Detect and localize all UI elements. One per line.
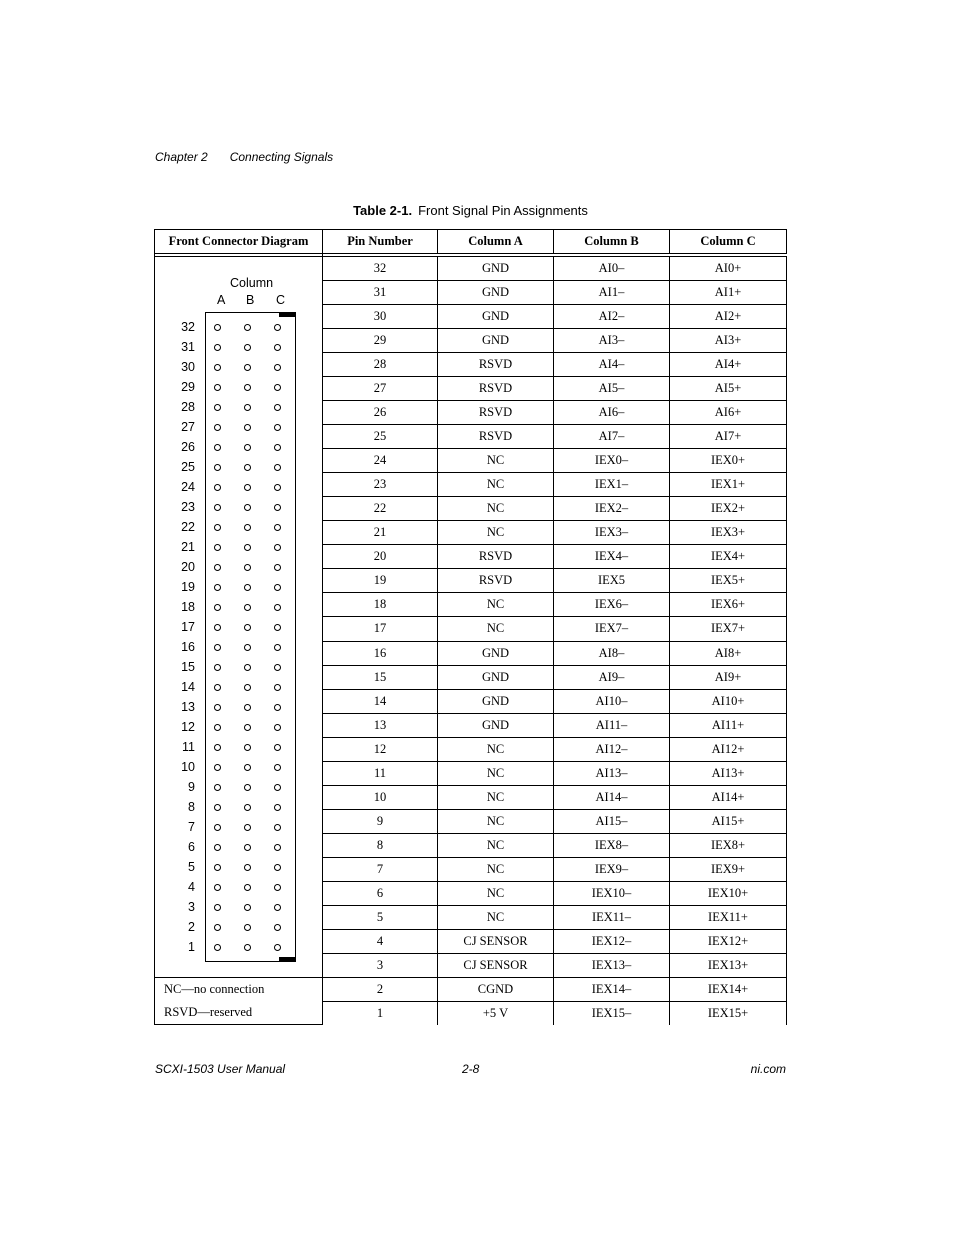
cell-column-c: IEX9+ [670,857,787,881]
cell-column-c: AI10+ [670,689,787,713]
cell-column-a: NC [438,737,554,761]
pin-hole-icon [274,604,281,611]
diagram-row-number: 25 [181,460,195,474]
cell-column-c: AI5+ [670,377,787,401]
cell-column-b: AI13– [554,761,670,785]
diagram-column-label: A [217,293,226,307]
diagram-row-number: 7 [188,820,195,834]
cell-column-c: IEX7+ [670,617,787,641]
pin-hole-icon [274,584,281,591]
cell-pin-number: 1 [323,1001,438,1025]
pin-hole-icon [214,804,221,811]
diagram-row-number: 17 [181,620,195,634]
legend-note-nc: NC—no connection [155,978,323,1002]
header-column-c: Column C [670,230,787,254]
cell-column-a: GND [438,641,554,665]
pin-hole-icon [214,364,221,371]
cell-pin-number: 10 [323,785,438,809]
cell-column-a: RSVD [438,401,554,425]
cell-column-c: IEX15+ [670,1001,787,1025]
pin-hole-icon [244,944,251,951]
cell-pin-number: 22 [323,497,438,521]
pin-hole-icon [274,624,281,631]
cell-column-a: GND [438,257,554,281]
diagram-row-number: 13 [181,700,195,714]
diagram-column-label: B [246,293,255,307]
table-row [155,978,787,1002]
cell-pin-number: 9 [323,809,438,833]
pin-hole-icon [214,564,221,571]
pin-hole-icon [214,744,221,751]
cell-column-c: IEX10+ [670,881,787,905]
cell-pin-number: 20 [323,545,438,569]
pin-hole-icon [244,404,251,411]
table-header-row [155,230,787,254]
cell-column-c: IEX13+ [670,953,787,977]
cell-column-c: IEX5+ [670,569,787,593]
cell-column-c: IEX4+ [670,545,787,569]
cell-column-a: NC [438,449,554,473]
cell-pin-number: 32 [323,257,438,281]
cell-column-b: IEX3– [554,521,670,545]
cell-pin-number: 25 [323,425,438,449]
cell-column-b: IEX10– [554,881,670,905]
cell-pin-number: 7 [323,857,438,881]
diagram-row-number: 3 [188,900,195,914]
cell-column-c: IEX1+ [670,473,787,497]
cell-column-b: IEX5 [554,569,670,593]
pin-hole-icon [214,884,221,891]
section-label: Connecting Signals [229,150,334,164]
cell-column-a: NC [438,881,554,905]
cell-column-b: AI6– [554,401,670,425]
pin-assignment-table [154,229,787,1025]
diagram-row-number: 9 [188,780,195,794]
pin-hole-icon [214,684,221,691]
pin-hole-icon [214,784,221,791]
cell-column-c: AI1+ [670,281,787,305]
pin-hole-icon [214,584,221,591]
pin-hole-icon [274,744,281,751]
diagram-row-number: 5 [188,860,195,874]
pin-hole-icon [214,384,221,391]
pin-hole-icon [214,344,221,351]
pin-hole-icon [214,624,221,631]
cell-column-a: CJ SENSOR [438,929,554,953]
pin-hole-icon [244,464,251,471]
diagram-row-number: 1 [188,940,195,954]
pin-hole-icon [244,884,251,891]
cell-column-c: IEX8+ [670,833,787,857]
cell-column-a: GND [438,305,554,329]
pin-hole-icon [274,524,281,531]
running-header [155,150,333,164]
connector-key-bottom [279,957,296,962]
diagram-row-number: 26 [181,440,195,454]
cell-column-b: AI7– [554,425,670,449]
cell-column-b: IEX14– [554,978,670,1002]
cell-column-b: IEX13– [554,953,670,977]
diagram-row-number: 19 [181,580,195,594]
pin-hole-icon [274,384,281,391]
pin-hole-icon [214,324,221,331]
pin-hole-icon [274,544,281,551]
cell-column-a: RSVD [438,353,554,377]
cell-pin-number: 13 [323,713,438,737]
pin-hole-icon [244,364,251,371]
pin-hole-icon [274,924,281,931]
pin-hole-icon [274,804,281,811]
cell-pin-number: 23 [323,473,438,497]
cell-column-b: IEX7– [554,617,670,641]
pin-hole-icon [244,724,251,731]
diagram-row-number: 8 [188,800,195,814]
pin-hole-icon [244,604,251,611]
cell-column-c: AI2+ [670,305,787,329]
diagram-row-number: 11 [182,740,195,754]
cell-pin-number: 2 [323,978,438,1002]
pin-hole-icon [244,844,251,851]
pin-hole-icon [244,424,251,431]
pin-hole-icon [214,504,221,511]
cell-column-b: IEX6– [554,593,670,617]
cell-column-b: AI4– [554,353,670,377]
pin-hole-icon [244,444,251,451]
pin-hole-icon [274,324,281,331]
pin-hole-icon [274,424,281,431]
diagram-row-number: 10 [181,760,195,774]
cell-column-a: NC [438,497,554,521]
cell-pin-number: 26 [323,401,438,425]
pin-hole-icon [244,904,251,911]
diagram-row-number: 12 [181,720,195,734]
header-column-a: Column A [438,230,554,254]
cell-pin-number: 3 [323,953,438,977]
header-front-connector: Front Connector Diagram [155,230,323,254]
pin-hole-icon [274,784,281,791]
cell-column-a: NC [438,761,554,785]
diagram-row-number: 27 [181,420,195,434]
cell-column-a: NC [438,833,554,857]
front-connector-diagram-cell [155,257,323,978]
cell-pin-number: 29 [323,329,438,353]
cell-pin-number: 12 [323,737,438,761]
cell-column-b: IEX11– [554,905,670,929]
pin-hole-icon [214,924,221,931]
table-row [155,1001,787,1025]
cell-column-b: IEX0– [554,449,670,473]
cell-column-a: CGND [438,978,554,1002]
pin-hole-icon [274,704,281,711]
pin-hole-icon [214,764,221,771]
diagram-row-number: 16 [181,640,195,654]
cell-column-a: RSVD [438,377,554,401]
diagram-row-number: 20 [181,560,195,574]
cell-column-b: AI2– [554,305,670,329]
pin-hole-icon [274,864,281,871]
cell-column-c: AI12+ [670,737,787,761]
cell-pin-number: 19 [323,569,438,593]
pin-hole-icon [274,344,281,351]
pin-hole-icon [214,464,221,471]
footer-manual-title: SCXI-1503 User Manual [155,1062,286,1076]
pin-hole-icon [244,324,251,331]
pin-hole-icon [274,484,281,491]
pin-hole-icon [214,604,221,611]
cell-pin-number: 27 [323,377,438,401]
cell-column-c: AI7+ [670,425,787,449]
cell-column-a: NC [438,809,554,833]
cell-column-c: AI4+ [670,353,787,377]
caption-title: Front Signal Pin Assignments [418,203,588,218]
pin-hole-icon [274,644,281,651]
pin-hole-icon [244,344,251,351]
cell-column-a: NC [438,473,554,497]
cell-column-b: AI5– [554,377,670,401]
pin-hole-icon [214,544,221,551]
cell-column-a: NC [438,857,554,881]
cell-column-a: GND [438,689,554,713]
pin-hole-icon [274,904,281,911]
pin-hole-icon [244,704,251,711]
pin-hole-icon [244,804,251,811]
pin-hole-icon [214,724,221,731]
pin-hole-icon [244,544,251,551]
pin-hole-icon [244,664,251,671]
chapter-label: Chapter 2 [155,150,208,164]
pin-hole-icon [274,724,281,731]
pin-hole-icon [214,524,221,531]
pin-hole-icon [244,864,251,871]
cell-column-b: AI12– [554,737,670,761]
cell-pin-number: 11 [323,761,438,785]
table-row [155,257,787,281]
pin-hole-icon [244,564,251,571]
cell-column-c: IEX14+ [670,978,787,1002]
cell-column-a: NC [438,617,554,641]
caption-label: Table 2-1. [353,203,413,218]
pin-hole-icon [274,684,281,691]
cell-column-a: GND [438,329,554,353]
pin-hole-icon [274,444,281,451]
pin-hole-icon [214,904,221,911]
cell-column-a: NC [438,521,554,545]
cell-column-b: AI3– [554,329,670,353]
pin-hole-icon [244,584,251,591]
cell-column-c: AI3+ [670,329,787,353]
cell-column-b: IEX12– [554,929,670,953]
pin-hole-icon [244,744,251,751]
cell-column-c: AI8+ [670,641,787,665]
cell-column-c: IEX12+ [670,929,787,953]
pin-hole-icon [214,444,221,451]
cell-column-c: AI6+ [670,401,787,425]
pin-hole-icon [214,944,221,951]
diagram-row-number: 23 [181,500,195,514]
diagram-row-number: 18 [181,600,195,614]
cell-pin-number: 17 [323,617,438,641]
pin-hole-icon [244,484,251,491]
cell-column-b: IEX8– [554,833,670,857]
cell-column-a: NC [438,905,554,929]
cell-column-b: AI15– [554,809,670,833]
pin-hole-icon [244,924,251,931]
cell-column-b: IEX9– [554,857,670,881]
diagram-row-number: 24 [181,480,195,494]
diagram-row-number: 28 [181,400,195,414]
cell-pin-number: 28 [323,353,438,377]
cell-pin-number: 14 [323,689,438,713]
pin-hole-icon [214,424,221,431]
pin-hole-icon [214,664,221,671]
pin-hole-icon [214,824,221,831]
pin-hole-icon [214,704,221,711]
cell-column-a: GND [438,665,554,689]
cell-pin-number: 18 [323,593,438,617]
cell-pin-number: 24 [323,449,438,473]
diagram-row-number: 2 [188,920,195,934]
cell-column-b: AI0– [554,257,670,281]
pin-hole-icon [274,504,281,511]
cell-column-b: AI9– [554,665,670,689]
cell-column-c: AI0+ [670,257,787,281]
cell-column-c: AI9+ [670,665,787,689]
cell-pin-number: 6 [323,881,438,905]
legend-note-rsvd: RSVD—reserved [155,1001,323,1025]
diagram-row-number: 6 [188,840,195,854]
pin-hole-icon [244,624,251,631]
cell-pin-number: 31 [323,281,438,305]
pin-hole-icon [244,684,251,691]
cell-column-a: NC [438,785,554,809]
diagram-row-number: 30 [181,360,195,374]
pin-hole-icon [214,404,221,411]
cell-column-b: IEX1– [554,473,670,497]
cell-column-a: RSVD [438,425,554,449]
diagram-row-number: 21 [181,540,195,554]
cell-column-b: AI10– [554,689,670,713]
pin-hole-icon [274,664,281,671]
cell-pin-number: 5 [323,905,438,929]
pin-hole-icon [214,864,221,871]
front-connector-diagram [155,257,322,977]
cell-pin-number: 8 [323,833,438,857]
cell-column-c: AI15+ [670,809,787,833]
cell-column-b: AI1– [554,281,670,305]
cell-column-a: GND [438,713,554,737]
cell-column-c: AI11+ [670,713,787,737]
pin-hole-icon [214,484,221,491]
cell-column-c: IEX3+ [670,521,787,545]
cell-pin-number: 16 [323,641,438,665]
diagram-row-number: 32 [181,320,195,334]
pin-hole-icon [274,364,281,371]
pin-hole-icon [274,464,281,471]
cell-column-a: CJ SENSOR [438,953,554,977]
cell-pin-number: 15 [323,665,438,689]
pin-hole-icon [274,764,281,771]
pin-hole-icon [274,564,281,571]
cell-column-b: IEX15– [554,1001,670,1025]
cell-column-a: RSVD [438,545,554,569]
cell-column-b: AI11– [554,713,670,737]
pin-hole-icon [244,644,251,651]
cell-pin-number: 30 [323,305,438,329]
cell-column-b: AI14– [554,785,670,809]
pin-hole-icon [274,824,281,831]
footer-page-number: 2-8 [462,1062,480,1076]
header-pin-number: Pin Number [323,230,438,254]
pin-hole-icon [244,764,251,771]
diagram-row-number: 4 [188,880,195,894]
cell-column-b: IEX2– [554,497,670,521]
cell-column-a: RSVD [438,569,554,593]
cell-column-b: AI8– [554,641,670,665]
cell-column-c: AI14+ [670,785,787,809]
cell-column-a: NC [438,593,554,617]
pin-hole-icon [274,404,281,411]
cell-column-a: +5 V [438,1001,554,1025]
cell-pin-number: 4 [323,929,438,953]
cell-column-b: IEX4– [554,545,670,569]
diagram-column-label: C [276,293,286,307]
pin-hole-icon [274,944,281,951]
diagram-row-number: 29 [181,380,195,394]
header-column-b: Column B [554,230,670,254]
cell-column-a: GND [438,281,554,305]
pin-hole-icon [244,784,251,791]
diagram-row-number: 15 [181,660,195,674]
connector-key-top [279,312,296,317]
diagram-row-number: 31 [181,340,195,354]
pin-hole-icon [214,844,221,851]
pin-hole-icon [244,824,251,831]
pin-hole-icon [244,384,251,391]
table-caption [155,203,786,218]
pin-hole-icon [274,844,281,851]
pin-hole-icon [244,524,251,531]
cell-column-c: IEX6+ [670,593,787,617]
diagram-row-number: 22 [181,520,195,534]
cell-column-c: AI13+ [670,761,787,785]
diagram-column-title: Column [230,276,274,290]
cell-column-c: IEX11+ [670,905,787,929]
pin-hole-icon [274,884,281,891]
cell-pin-number: 21 [323,521,438,545]
diagram-row-number: 14 [181,680,195,694]
cell-column-c: IEX0+ [670,449,787,473]
footer-website: ni.com [750,1062,786,1076]
pin-hole-icon [244,504,251,511]
cell-column-c: IEX2+ [670,497,787,521]
pin-hole-icon [214,644,221,651]
